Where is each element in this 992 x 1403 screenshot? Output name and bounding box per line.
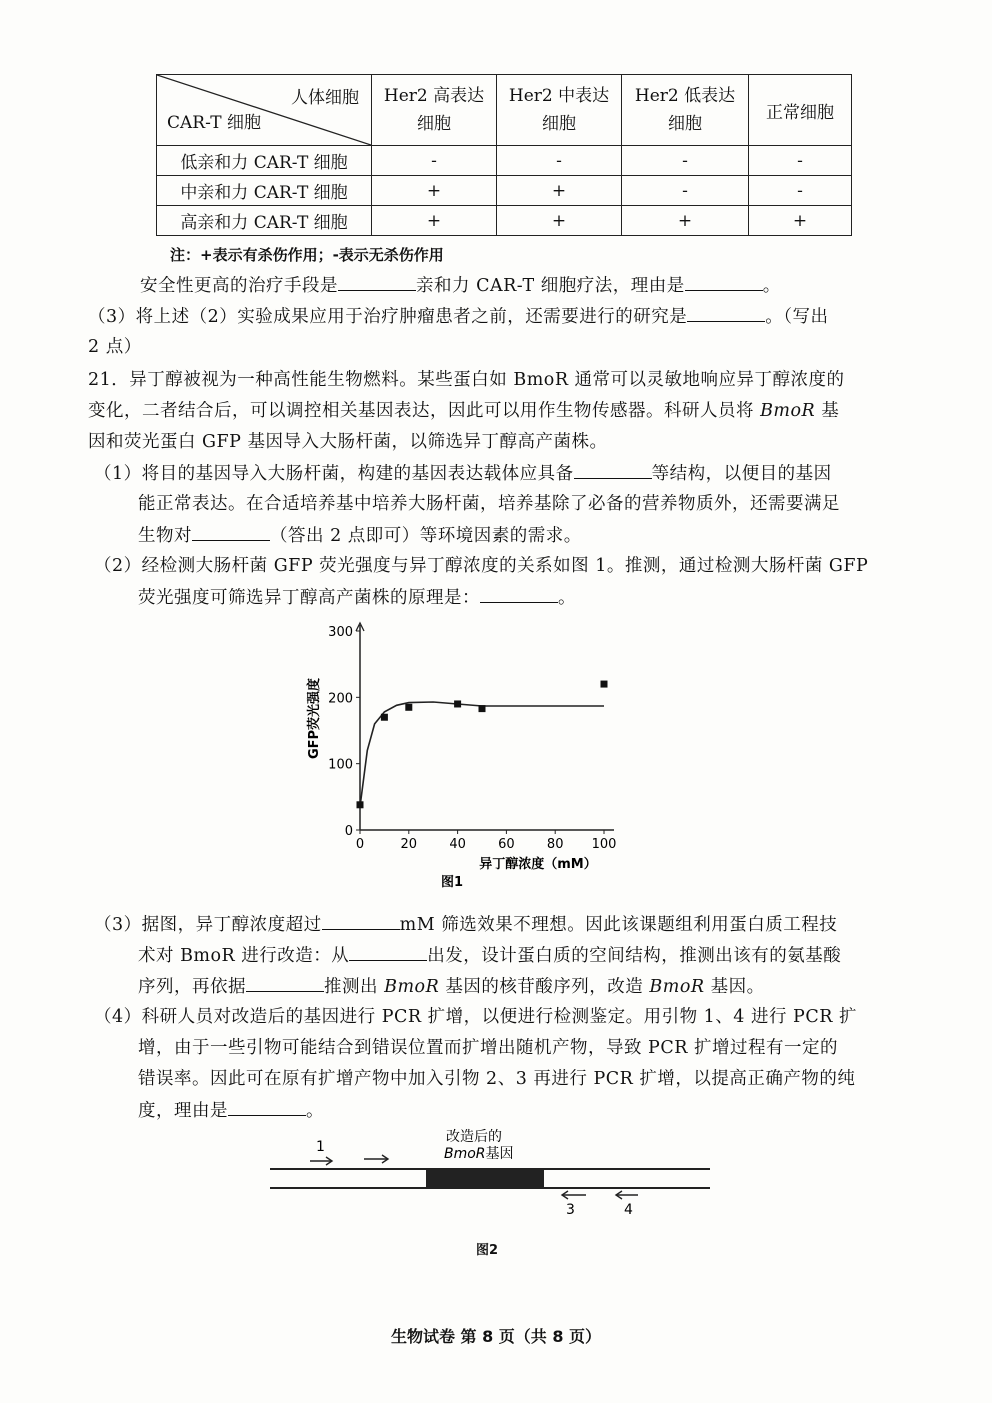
answer-blank[interactable] (192, 524, 270, 541)
p2-line1: （2）经检测大肠杆菌 GFP 荧光强度与异丁醇浓度的关系如图 1。推测，通过检测大肠杆菌 GFP (94, 556, 869, 576)
text-fragment: 推测出 (324, 977, 385, 997)
x-axis-label: 异丁醇浓度（mM） (479, 857, 597, 872)
y-axis-label: GFP荧光强度 (307, 677, 322, 760)
table-corner-cell (157, 75, 372, 146)
gene-label-italic: BmoR (444, 1146, 486, 1162)
data-point (381, 714, 388, 721)
row-label: 高亲和力 CAR-T 细胞 (157, 206, 372, 236)
p2-line2 (138, 586, 576, 609)
table-cell: - (749, 146, 852, 176)
gene-name-italic: BmoR (649, 977, 705, 997)
p1-line2: 能正常表达。在合适培养基中培养大肠杆菌，培养基除了必备的营养物质外，还需要满足 (138, 494, 840, 514)
y-tick-label: 300 (328, 625, 353, 640)
text-fragment: 基 (815, 401, 840, 421)
primer-2-arrow (364, 1155, 388, 1163)
header-her2-high-line1: Her2 高表达 (383, 86, 485, 106)
primer-1-arrow (310, 1157, 332, 1165)
text-fragment: 安全性更高的治疗手段是 (140, 276, 338, 296)
modified-gene-region (426, 1169, 544, 1188)
text-fragment: 。 (762, 276, 781, 296)
p1-line3 (138, 524, 582, 547)
data-point (479, 705, 486, 712)
y-tick-label: 100 (328, 757, 353, 773)
x-tick-label: 60 (498, 837, 515, 852)
x-tick-label: 0 (355, 837, 365, 852)
y-tick-label: 200 (328, 691, 353, 707)
table-cell: + (749, 206, 852, 236)
q3-line2: 2 点） (88, 337, 142, 357)
text-fragment: 生物对 (138, 526, 192, 546)
data-point (601, 681, 608, 688)
table-cell: - (622, 176, 749, 206)
primer-4-label: 4 (624, 1202, 633, 1218)
gene-name-italic: BmoR (760, 401, 816, 421)
answer-blank[interactable] (228, 1099, 306, 1116)
table-cell: + (497, 176, 622, 206)
text-fragment: 基因的核苷酸序列，改造 (439, 977, 650, 997)
x-tick-label: 100 (591, 837, 617, 852)
header-her2-low-line2: 细胞 (668, 114, 702, 134)
text-fragment: 。 (558, 588, 576, 608)
p3-line2 (138, 944, 841, 967)
gene-label-suffix: 基因 (485, 1146, 514, 1162)
header-her2-mid (497, 75, 622, 146)
row-label: 低亲和力 CAR-T 细胞 (157, 146, 372, 176)
table-cell: - (497, 146, 622, 176)
header-her2-low (622, 75, 749, 146)
p4-line3: 错误率。因此可在原有扩增产物中加入引物 2、3 再进行 PCR 扩增，以提高正确产物的纯 (138, 1069, 856, 1089)
data-point (454, 700, 461, 707)
answer-blank[interactable] (480, 586, 558, 603)
table-cell: + (372, 176, 497, 206)
primer-1-label: 1 (316, 1139, 325, 1155)
text-fragment: mM 筛选效果不理想。因此该课题组利用蛋白质工程技 (399, 915, 838, 935)
p4-line4 (138, 1099, 324, 1122)
answer-blank[interactable] (322, 913, 400, 930)
y-tick-label: 0 (344, 824, 353, 839)
text-fragment: 。 (306, 1101, 324, 1121)
p3-line1 (94, 913, 837, 936)
safety-question (140, 274, 781, 297)
gene-label-line1: 改造后的 (446, 1129, 502, 1145)
table-cell: + (497, 206, 622, 236)
q3-line1 (88, 305, 829, 328)
header-her2-high (372, 75, 497, 146)
p1-line1 (94, 462, 832, 485)
table-cell: - (749, 176, 852, 206)
q21-line1: 21．异丁醇被视为一种高性能生物燃料。某些蛋白如 BmoR 通常可以灵敏地响应异丁醇浓度的 (88, 370, 845, 390)
gene-label-line2 (444, 1145, 514, 1162)
table-cell: - (372, 146, 497, 176)
figure2-diagram (260, 1125, 720, 1225)
data-point (405, 704, 412, 711)
table-note: 注：+表示有杀伤作用；-表示无杀伤作用 (170, 246, 444, 264)
corner-car-t-label: CAR-T 细胞 (167, 113, 261, 133)
header-her2-mid-line2: 细胞 (542, 114, 576, 134)
x-tick-label: 40 (449, 837, 466, 852)
table-row (157, 146, 852, 176)
primer-4-arrow (616, 1191, 638, 1199)
text-fragment: （3）据图，异丁醇浓度超过 (94, 915, 322, 935)
text-fragment: 基因。 (704, 977, 765, 997)
text-fragment: （答出 2 点即可）等环境因素的需求。 (270, 526, 582, 546)
table-cell: + (372, 206, 497, 236)
row-label: 中亲和力 CAR-T 细胞 (157, 176, 372, 206)
text-fragment: 等结构，以便目的基因 (651, 464, 832, 484)
answer-blank[interactable] (687, 305, 765, 322)
table-row (157, 206, 852, 236)
text-fragment: 。（写出 (765, 307, 829, 327)
table-cell: - (622, 146, 749, 176)
p3-line3 (138, 975, 765, 998)
table-cell: + (622, 206, 749, 236)
text-fragment: 荧光强度可筛选异丁醇高产菌株的原理是： (138, 588, 480, 608)
text-fragment: （3）将上述（2）实验成果应用于治疗肿瘤患者之前，还需要进行的研究是 (88, 307, 688, 327)
gene-name-italic: BmoR (384, 977, 440, 997)
table-header-row (157, 75, 852, 146)
answer-blank[interactable] (246, 975, 324, 992)
text-fragment: 术对 BmoR 进行改造：从 (138, 946, 350, 966)
corner-human-cell-label: 人体细胞 (291, 88, 359, 108)
primer-3-arrow (562, 1191, 586, 1199)
answer-blank[interactable] (574, 462, 652, 479)
p4-line2: 增，由于一些引物可能结合到错误位置而扩增出随机产物，导致 PCR 扩增过程有一定的 (138, 1038, 838, 1058)
figure2-caption: 图2 (476, 1243, 499, 1258)
text-fragment: （1）将目的基因导入大肠杆菌，构建的基因表达载体应具备 (94, 464, 574, 484)
answer-blank[interactable] (685, 274, 763, 291)
answer-blank[interactable] (349, 944, 427, 961)
page-footer: 生物试卷 第 8 页（共 8 页） (390, 1327, 602, 1346)
header-her2-high-line2: 细胞 (417, 114, 451, 134)
p4-line1: （4）科研人员对改造后的基因进行 PCR 扩增，以便进行检测鉴定。用引物 1、4 进行 PCR 扩 (94, 1007, 857, 1027)
answer-blank[interactable] (338, 274, 416, 291)
text-fragment: 变化，二者结合后，可以调控相关基因表达，因此可以用作生物传感器。科研人员将 (88, 401, 761, 421)
text-fragment: 序列，再依据 (138, 977, 246, 997)
header-normal-cell: 正常细胞 (749, 75, 852, 146)
primer-3-label: 3 (566, 1202, 575, 1218)
header-her2-low-line1: Her2 低表达 (634, 86, 736, 106)
data-point (357, 801, 364, 808)
car-t-result-table (156, 74, 852, 236)
table-row (157, 176, 852, 206)
q21-line2 (88, 400, 839, 422)
x-tick-label: 20 (400, 837, 418, 852)
q21-line3: 因和荧光蛋白 GFP 基因导入大肠杆菌，以筛选异丁醇高产菌株。 (88, 432, 608, 452)
figure1-chart (300, 614, 730, 894)
text-fragment: 出发，设计蛋白质的空间结构，推测出该有的氨基酸 (427, 946, 842, 966)
x-tick-label: 80 (546, 837, 564, 852)
text-fragment: 亲和力 CAR-T 细胞疗法，理由是 (416, 276, 685, 296)
header-her2-mid-line1: Her2 中表达 (508, 86, 610, 106)
text-fragment: 度，理由是 (138, 1101, 228, 1121)
figure1-caption: 图1 (440, 875, 464, 890)
fit-curve-line (360, 702, 604, 807)
